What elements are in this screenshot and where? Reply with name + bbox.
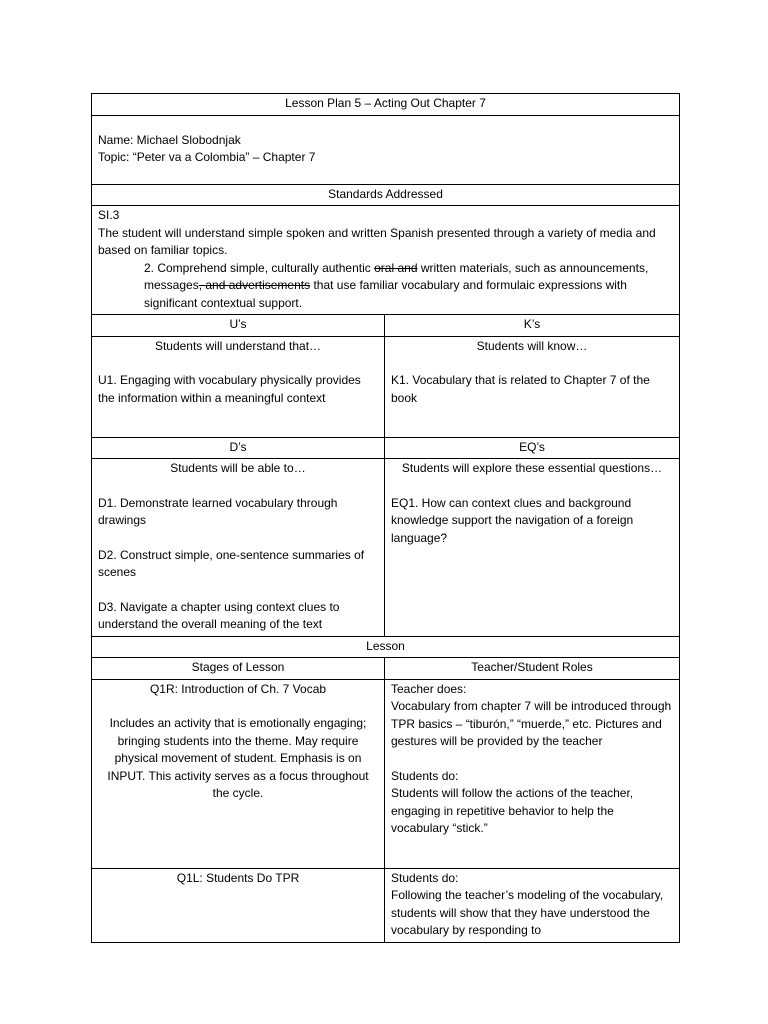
info-block xyxy=(92,115,680,184)
q1r-stage-cell xyxy=(92,679,385,868)
ds-intro: Students will be able to… xyxy=(170,461,306,475)
q1l-roles-cell xyxy=(385,868,680,942)
lesson-heading: Lesson xyxy=(92,636,680,658)
standard-text: The student will understand simple spoken and written Spanish presented through a variety of media and based on familiar topics. xyxy=(98,225,656,257)
q1l-title: Q1L: Students Do TPR xyxy=(176,870,300,885)
d1-item: D1. Demonstrate learned vocabulary through drawings xyxy=(98,495,338,527)
topic-label: Topic: xyxy=(98,150,130,164)
document-title: Lesson Plan 5 – Acting Out Chapter 7 xyxy=(92,94,680,116)
teacher-does-label: Teacher does: xyxy=(391,681,467,696)
students-do-text: Students will follow the actions of the teacher, engaging in repetitive behavior to help the vocabulary “stick.” xyxy=(391,786,634,835)
q1l-stage-cell xyxy=(92,868,385,942)
us-intro: Students will understand that… xyxy=(154,338,322,353)
roles-column-header: Teacher/Student Roles xyxy=(385,658,680,680)
eqs-cell xyxy=(385,459,680,637)
ks-intro: Students will know… xyxy=(476,338,588,353)
ks-cell xyxy=(385,336,680,437)
struck-text: , and advertisements xyxy=(198,278,311,292)
k1-item: K1. Vocabulary that is related to Chapter 7 of the book xyxy=(391,373,650,405)
q1l-students-do-text: Following the teacher’s modeling of the vocabulary, students will show that they have understood the vocabulary by responding to xyxy=(391,888,664,937)
d2-item: D2. Construct simple, one-sentence summaries of scenes xyxy=(98,547,365,579)
ds-heading: D’s xyxy=(92,437,385,459)
q1r-title: Q1R: Introduction of Ch. 7 Vocab xyxy=(149,681,327,696)
standards-heading: Standards Addressed xyxy=(92,184,680,206)
ks-heading: K’s xyxy=(385,315,680,337)
stages-column-header: Stages of Lesson xyxy=(92,658,385,680)
lesson-plan-document xyxy=(91,93,679,943)
teacher-does-text: Vocabulary from chapter 7 will be introduced through TPR basics – “tiburón,” “muerde,” etc. Pictures and gestures will be provided by the teacher xyxy=(391,699,672,748)
name-value: Michael Slobodnjak xyxy=(133,132,241,147)
eqs-heading: EQ’s xyxy=(385,437,680,459)
us-cell xyxy=(92,336,385,437)
q1r-description: Includes an activity that is emotionally engaging; bringing students into the theme. May require physical movement of student. Emphasis is on INPUT. This activity serves as a focus throughout the cycle. xyxy=(107,716,369,800)
struck-text: oral and xyxy=(374,260,418,275)
students-do-label: Students do: xyxy=(391,768,459,783)
q1l-students-do-label: Students do: xyxy=(391,870,459,885)
standards-block xyxy=(92,206,680,315)
eqs-intro: Students will explore these essential questions… xyxy=(401,461,663,475)
standard-item: 2. Comprehend simple, culturally authentic oral and written materials, such as announcements, messages, and advertisements that use familiar vocabulary and formulaic expressions with significant contextual support. xyxy=(144,260,649,310)
eq1-item: EQ1. How can context clues and background knowledge support the navigation of a foreign language? xyxy=(391,495,634,545)
topic-value: “Peter va a Colombia” – Chapter 7 xyxy=(129,150,316,164)
standard-code: SI.3 xyxy=(98,208,120,222)
name-label: Name: xyxy=(98,132,134,147)
q1r-roles-cell xyxy=(385,679,680,868)
ds-cell xyxy=(92,459,385,637)
d3-item: D3. Navigate a chapter using context clues to understand the overall meaning of the text xyxy=(98,599,340,631)
us-heading: U’s xyxy=(92,315,385,337)
lesson-plan-table xyxy=(91,93,680,943)
u1-item: U1. Engaging with vocabulary physically provides the information within a meaningful context xyxy=(98,373,361,405)
